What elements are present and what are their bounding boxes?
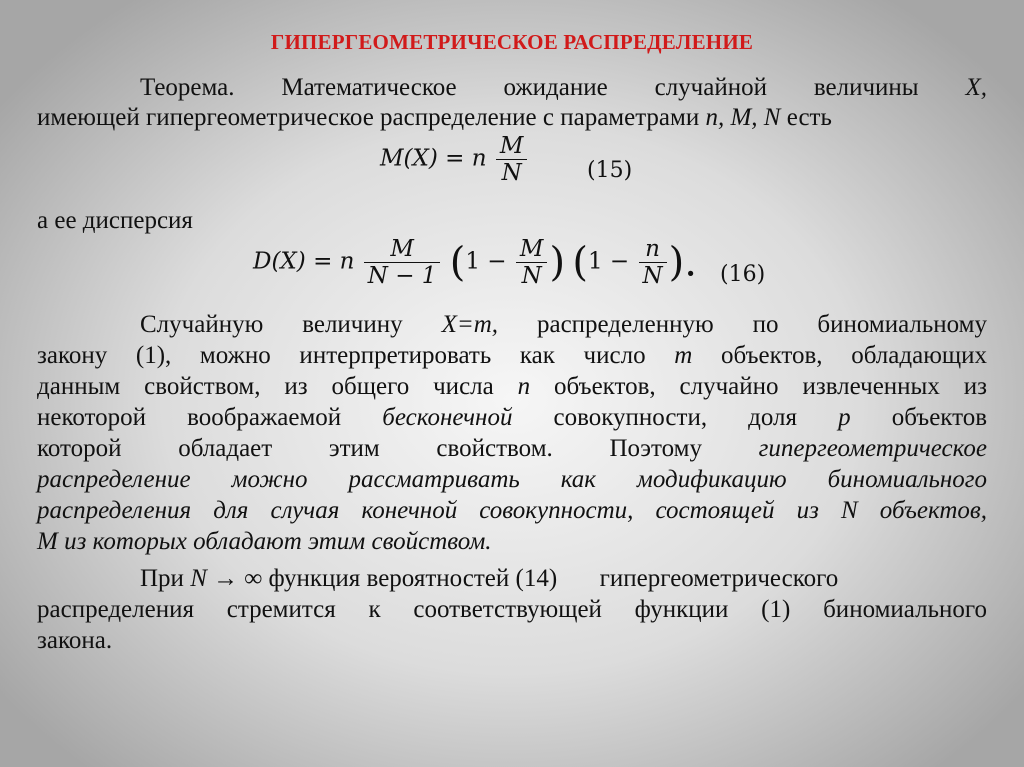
slide-title: ГИПЕРГЕОМЕТРИЧЕСКОЕ РАСПРЕДЕЛЕНИЕ xyxy=(270,30,754,54)
para2-l3-a: данным свойством, из общего числа xyxy=(37,373,494,400)
formula-16-lhs: D(X) = n xyxy=(253,248,355,275)
equation-number-15: (15) xyxy=(587,158,633,183)
formula-16-f2-num: M xyxy=(519,236,544,262)
para2-line-4 xyxy=(37,403,987,433)
para2-l1-a: Случайную величину xyxy=(140,311,403,338)
formula-16 xyxy=(253,236,697,289)
para2-line-6: распределение можно рассматривать как модификацию биномиального xyxy=(37,466,987,493)
formula-16-one-minus-2: 1 − xyxy=(587,248,630,275)
para2-line-8: M из которых обладают этим свойством. xyxy=(37,528,492,555)
theorem-params: n, M, N xyxy=(705,104,781,131)
formula-16-f3-den: N xyxy=(639,262,667,289)
formula-16-paren-open-2: ( xyxy=(572,239,588,286)
para3-line-1 xyxy=(37,564,987,594)
para2-line-5 xyxy=(37,434,987,464)
theorem-line-2-end: есть xyxy=(786,104,832,131)
para2-l4-d: p xyxy=(838,404,851,431)
theorem-line-2-text: имеющей гипергеометрическое распределение с параметрами xyxy=(37,104,700,131)
theorem-variable: X, xyxy=(965,74,987,101)
para2-line-1 xyxy=(37,310,987,340)
para2-l4-b: бесконечной xyxy=(382,404,513,431)
para2-line-2 xyxy=(37,341,987,371)
para3-l1-c: функция вероятностей (14) xyxy=(268,565,558,592)
para3-line-3: закона. xyxy=(37,627,113,654)
equation-number-16: (16) xyxy=(720,262,766,287)
formula-16-fraction-3 xyxy=(639,236,667,289)
para2-l3-c: объектов, случайно извлеченных из xyxy=(554,373,987,400)
para2-l1-c: распределенную по биномиальному xyxy=(536,311,987,338)
para3-l1-d: гипергеометрического xyxy=(599,565,839,592)
para2-l3-b: n xyxy=(517,373,531,400)
para3-line-2: распределения стремится к соответствующей функции (1) биномиального xyxy=(37,596,987,623)
para2-l4-a: некоторой воображаемой xyxy=(37,404,342,431)
formula-16-f3-num: n xyxy=(645,236,660,262)
formula-16-paren-close-2: ). xyxy=(668,239,697,286)
formula-16-paren-open-1: ( xyxy=(449,239,466,286)
formula-16-one-minus-1: 1 − xyxy=(465,248,507,275)
formula-16-fraction-2 xyxy=(516,236,548,289)
para3-l1-b: N → ∞ xyxy=(190,565,263,592)
para2-l5-b: гипергеометрическое xyxy=(758,435,987,462)
formula-16-f1-den: N − 1 xyxy=(364,262,441,289)
para2-l1-b: X=m, xyxy=(441,311,499,338)
para2-l4-c: совокупности, доля xyxy=(553,404,798,431)
theorem-line-1 xyxy=(37,73,987,103)
formula-15-lhs: M(X) = n xyxy=(380,145,487,172)
formula-15-num: M xyxy=(499,133,524,159)
theorem-line-2 xyxy=(37,103,987,133)
formula-16-fraction-1 xyxy=(364,236,441,289)
para2-l2-a: закону (1), можно интерпретировать как число xyxy=(37,342,646,369)
formula-15-fraction xyxy=(496,133,528,186)
para2-line-7: распределения для случая конечной совокупности, состоящей из N объектов, xyxy=(37,497,987,524)
formula-16-f1-num: M xyxy=(390,236,414,262)
para2-l2-b: m xyxy=(674,342,693,369)
formula-16-paren-close-1: ) xyxy=(549,239,566,286)
para2-line-3 xyxy=(37,372,987,402)
para3-l1-a: При xyxy=(140,565,184,592)
theorem-text: Теорема. Математическое ожидание случайной величины xyxy=(140,74,919,101)
para2-l4-e: объектов xyxy=(891,404,988,431)
formula-16-f2-den: N xyxy=(516,262,548,289)
para2-l2-c: объектов, обладающих xyxy=(720,342,987,369)
para2-l5-a: которой обладает этим свойством. Поэтому xyxy=(37,435,702,462)
variance-intro: а ее дисперсия xyxy=(37,207,193,234)
formula-15-den: N xyxy=(496,159,528,186)
formula-15 xyxy=(380,133,529,186)
